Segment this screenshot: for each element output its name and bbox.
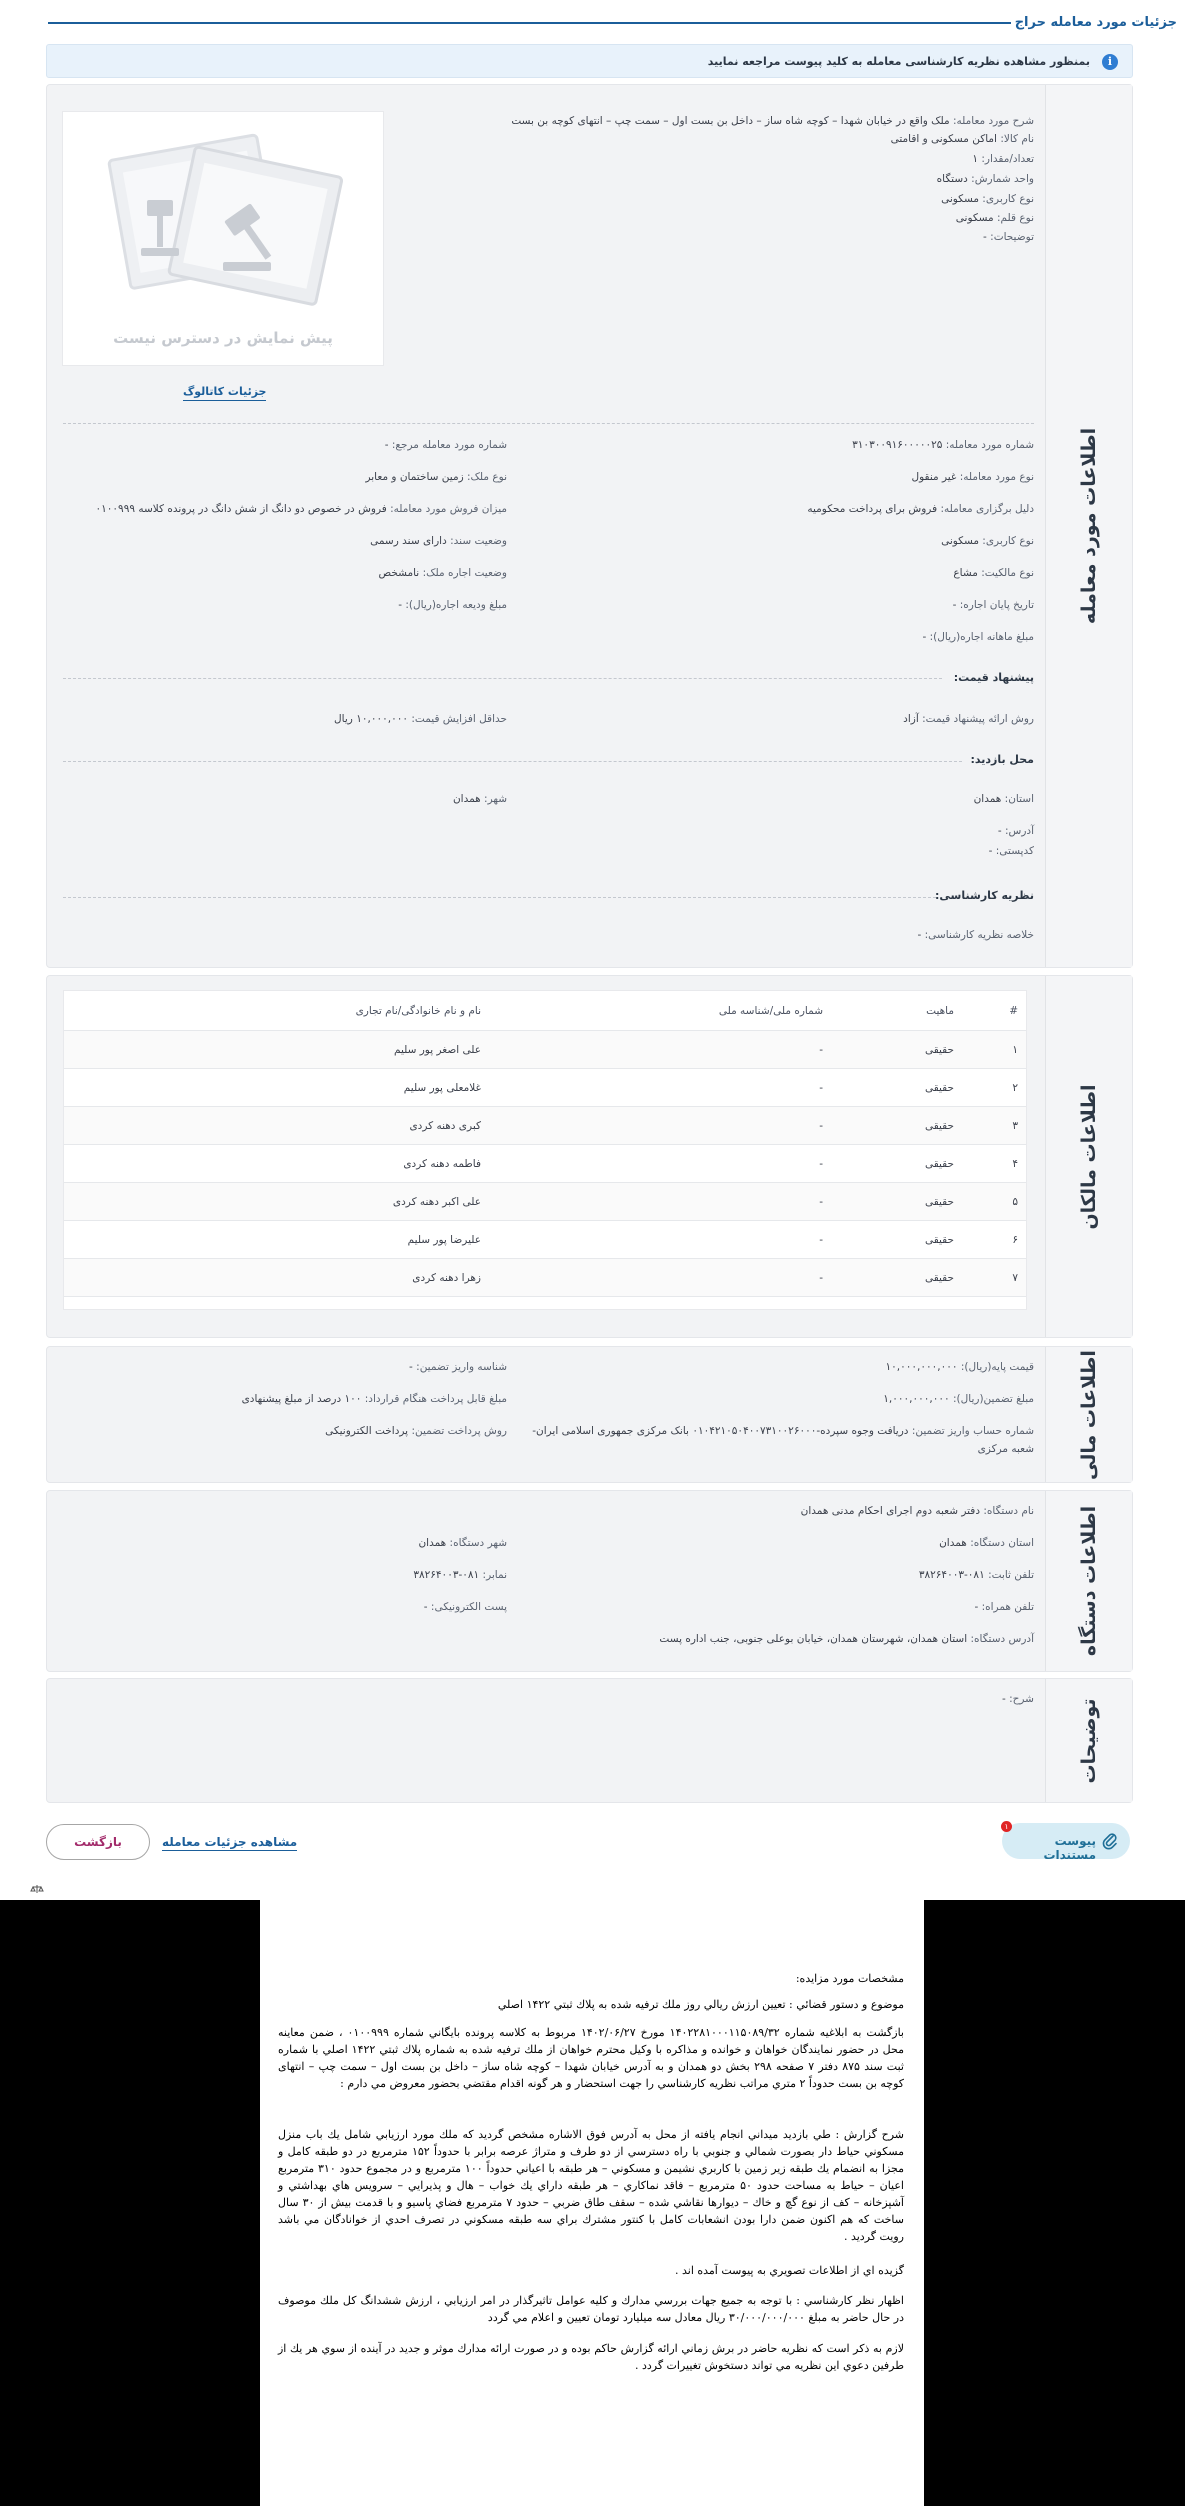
owners-section (46, 975, 1133, 1338)
paperclip-icon (1102, 1832, 1118, 1853)
financial-section (46, 1346, 1133, 1483)
table-cell: - (819, 1044, 823, 1056)
table-cell: ۵ (1012, 1196, 1018, 1208)
divider (63, 423, 1034, 424)
reference-number: شماره مورد معامله مرجع: - (384, 439, 507, 451)
table-cell: حقیقی (924, 1044, 954, 1056)
toolbar-strip (0, 1884, 1185, 1892)
table-cell: - (819, 1196, 823, 1208)
document-viewer (0, 1900, 1185, 2506)
payable-at-contract: مبلغ قابل پرداخت هنگام قرارداد: ۱۰۰ درصد از مبلغ پیشنهادی (241, 1393, 507, 1405)
description-label: توضیحات (1045, 1679, 1132, 1802)
doc-paragraph-3: گزيده اي از اطلاعات تصويري به پيوست آمده اند . (675, 2264, 904, 2277)
item-image-placeholder (62, 111, 384, 366)
doc-heading: مشخصات مورد مزايده: (795, 1972, 904, 1985)
item-label-prefix: اطل (1078, 427, 1100, 467)
divider (63, 678, 942, 679)
expert-opinion-heading: نظریه کارشناسی: (935, 889, 1034, 902)
sale-amount: میزان فروش مورد معامله: فروش در خصوص دو دانگ از شش دانگ در پرونده کلاسه ۰۱۰۰۹۹۹ (95, 503, 507, 515)
table-row (64, 1183, 1026, 1221)
province: استان: همدان (973, 793, 1034, 805)
info-alert (46, 44, 1133, 78)
item-label-highlight: اعات مورد معامله (1078, 466, 1100, 625)
table-header-row (64, 991, 1026, 1031)
owners-label: اطلاعات مالکان (1045, 976, 1132, 1337)
table-cell: علیرضا پور سلیم (407, 1234, 481, 1246)
item-details-section (46, 84, 1133, 968)
deed-status: وضعیت سند: دارای سند رسمی (370, 535, 507, 547)
postal-code: کدپستی: - (988, 845, 1034, 857)
page-title: جزئیات مورد معامله حراج (1014, 15, 1177, 30)
item-details-label (1045, 85, 1132, 967)
info-alert-text: بمنظور مشاهده نظریه کارشناسی معامله به کلید پیوست مراجعه نمایید (707, 55, 1090, 68)
org-name: نام دستگاه: دفتر شعبه دوم اجرای احکام مدنی همدان (800, 1505, 1034, 1517)
organization-label: اطلاعات دستگاه (1045, 1491, 1132, 1671)
usage-type: نوع کاربری: مسکونی (941, 193, 1034, 205)
table-row (64, 1031, 1026, 1069)
item-kind: نوع مورد معامله: غیر منقول (911, 471, 1034, 483)
table-cell: - (819, 1120, 823, 1132)
financial-label: اطلاعات مالی (1045, 1347, 1132, 1482)
item-notes: توضیحات: - (983, 231, 1034, 243)
min-increase: حداقل افزایش قیمت: ۱۰,۰۰۰,۰۰۰ ریال (334, 713, 507, 725)
monthly-rent: مبلغ ماهانه اجاره(ریال): - (922, 631, 1034, 643)
visit-location-heading: محل بازدید: (970, 753, 1034, 766)
owners-table (63, 990, 1027, 1310)
attachments-count-badge: ۱ (1001, 1821, 1012, 1832)
table-cell: کبری دهنه کردی (409, 1120, 481, 1132)
lease-end-date: تاریخ پایان اجاره: - (952, 599, 1034, 611)
doc-paragraph-1: بازگشت به ابلاغيه شماره ۱۴۰۲۲۸۱۰۰۰۱۱۵۰۸۹/۳۲ مورخ ۱۴۰۲/۰۶/۲۷ مربوط به كلاسه پرونده بايگاني شماره ۰۱۰۰۹۹۹ ، ضمن معاينه محل در حضور نمايندگان خواهان و خوانده و مذاكره با وكيل محترم خواهان از ملك ترفيه شده به شماره پلاك ثبتي ۱۴۲۲ اصلي با شماره ثبت سند ۸۷۵ دفتر ۷ صفحه ۲۹۸ بخش دو همدان و به آدرس خيابان شهدا – كوچه شاه ساز – داخل بن بست اول – سمت چپ – انتهای كوچه بن بست حدوداً ۲ متري مراتب نظريه كارشناسي را جهت استحضار و هر گونه اقدام مقتضي بحضور معروض مي دارم : (278, 2026, 904, 2090)
table-cell: غلامعلی پور سلیم (403, 1082, 481, 1094)
org-city: شهر دستگاه: همدان (418, 1537, 507, 1549)
item-number: شماره مورد معامله: ۳۱۰۳۰۰۹۱۶۰۰۰۰۰۲۵ (852, 439, 1034, 451)
table-row (64, 1221, 1026, 1259)
attachments-button[interactable] (1002, 1823, 1130, 1862)
table-row (64, 1107, 1026, 1145)
table-cell: فاطمه دهنه کردی (403, 1158, 481, 1170)
guarantee-payment-method: روش پرداخت تضمین: پرداخت الکترونیکی (325, 1425, 507, 1437)
attachments-label: پیوست مستندات (1043, 1834, 1096, 1862)
divider (63, 897, 936, 898)
table-cell: حقیقی (924, 1120, 954, 1132)
table-cell: ۴ (1012, 1158, 1018, 1170)
table-cell: ۷ (1012, 1272, 1018, 1284)
ownership-type: نوع مالکیت: مشاع (953, 567, 1034, 579)
table-row (64, 1145, 1026, 1183)
table-cell: علی اصغر پور سلیم (393, 1044, 481, 1056)
table-row (64, 1069, 1026, 1107)
table-cell: زهرا دهنه کردی (412, 1272, 481, 1284)
table-cell: - (819, 1082, 823, 1094)
table-cell: - (819, 1234, 823, 1246)
city: شهر: همدان (452, 793, 507, 805)
doc-paragraph-5: لازم به ذكر است كه نظريه حاضر در برش زماني ارائه گزارش حاكم بوده و در صورت ارائه مدارك موثر و جديد در آينده از سوي هر يك از طرفين دعوي اين نظريه مي تواند دستخوش تغييرات گردد . (278, 2342, 904, 2372)
info-icon: i (1102, 54, 1118, 70)
table-cell: حقیقی (924, 1082, 954, 1094)
goods-name: نام کالا: اماکن مسکونی و اقامتی (890, 133, 1034, 145)
doc-paragraph-4: اظهار نظر كارشناسي : با توجه به جميع جهات بررسي مدارك و كليه عوامل تاثيرگذار در امر ارزيابي ، ارزش ششدانگ كل ملك موصوف در حال حاضر به مبلغ ۳۰/۰۰۰/۰۰۰/۰۰۰ ريال معادل سه ميليارد تومان تعيين و اعلام مي گردد (278, 2294, 904, 2324)
table-cell: ۲ (1012, 1082, 1018, 1094)
lease-deposit: مبلغ ودیعه اجاره(ریال): - (398, 599, 507, 611)
catalog-details-link[interactable]: جزئیات کاتالوگ (183, 385, 266, 401)
lease-status: وضعیت اجاره ملک: نامشخص (378, 567, 507, 579)
item-type: نوع قلم: مسکونی (955, 212, 1034, 224)
guarantee-account: شماره حساب واریز تضمین: دریافت وجوه سپرده-۰۱۰۴۲۱۰۵۰۴۰۰۷۳۱۰۰۲۶۰۰۰ بانک مرکزی جمهوری اسلامی ایران- (532, 1425, 1034, 1437)
item-count: تعداد/مقدار: ۱ (972, 153, 1034, 165)
organization-section (46, 1490, 1133, 1672)
table-cell: ۳ (1012, 1120, 1018, 1132)
document-page (260, 1900, 924, 2506)
table-cell: علی اکبر دهنه کردی (392, 1196, 481, 1208)
base-price: قیمت پایه(ریال): ۱۰,۰۰۰,۰۰۰,۰۰۰ (885, 1361, 1034, 1373)
sale-reason: دلیل برگزاری معامله: فروش برای پرداخت محکومیه (807, 503, 1034, 515)
guarantee-amount: مبلغ تضمین(ریال): ۱,۰۰۰,۰۰۰,۰۰۰ (883, 1393, 1034, 1405)
table-cell: - (819, 1158, 823, 1170)
column-header: شماره ملی/شناسه ملی (718, 1005, 823, 1017)
back-button[interactable]: بازگشت (46, 1824, 150, 1860)
table-cell: ۶ (1012, 1234, 1018, 1246)
org-province: استان دستگاه: همدان (939, 1537, 1034, 1549)
title-divider (48, 22, 1011, 24)
doc-paragraph-2: شرح گزارش : طي بازديد ميداني انجام يافته از محل به آدرس فوق الاشاره مشخص گرديد كه ملك مورد ارزيابي شامل يك باب منزل مسكوني حياط دار بصورت شمالي و جنوبي با راه دسترسي از دو طرف و متراژ عرصه برابر با حدوداً ۱۵۲ مترمربع در دو طبقه كامل و مجزا به انضمام يك طبقه زير زمين با كاربري نشيمن و مسكوني – هر طبقه با اعياني حدوداً ۱۰۰ مترمربع و در مجموع حدود ۳۱۰ مترمربع اعيان – حياط به مساحت حدود ۵۰ مترمربع – فاقد نماكاري – هر طبقه داراي يك خواب – هال و پذيرايي – سرويس هاي بهداشتي و آشپزخانه – كف از نوع گچ و خاك – ديوارها نقاشي شده – سقف طاق ضربي – حدود ۷ مترمربع فضاي پاسيو و با قدمت بيش از ۳۰ سال ساخت كه هم اكنون ضمن دارا بودن انشعابات كامل با كنتور مشترك براي سه طبقه مسكوني در تصرف احدي از خوانادگان مي باشد رويت گرديد . (278, 2128, 905, 2243)
table-footer-space (64, 1297, 1026, 1309)
table-cell: ۱ (1012, 1044, 1018, 1056)
visit-address: آدرس: - (997, 825, 1034, 837)
org-phone: تلفن ثابت: ۰۸۱-۳۸۲۶۴۰۰۳ (918, 1569, 1034, 1581)
count-unit: واحد شمارش: دستگاه (936, 173, 1034, 185)
column-header: نام و نام خانوادگی/نام تجاری (355, 1005, 481, 1017)
table-cell: حقیقی (924, 1196, 954, 1208)
org-mobile: تلفن همراه: - (974, 1601, 1034, 1613)
table-cell: حقیقی (924, 1158, 954, 1170)
description-section (46, 1678, 1133, 1803)
org-fax: نمابر: ۰۸۱-۳۸۲۶۴۰۰۳ (413, 1569, 507, 1581)
table-cell: حقیقی (924, 1272, 954, 1284)
auction-gavel-icon (61, 112, 383, 312)
org-address: آدرس دستگاه: استان همدان، شهرستان همدان، خیابان بوعلی جنوبی، جنب اداره پست (659, 1633, 1034, 1645)
item-description: شرح مورد معامله: ملک واقع در خیابان شهدا – کوچه شاه ساز – داخل بن بست اول – سمت چپ – انتهای کوچه بن بست (511, 115, 1034, 127)
offer-method: روش ارائه پیشنهاد قیمت: آزاد (903, 713, 1034, 725)
usage-type-2: نوع کاربری: مسکونی (941, 535, 1034, 547)
expert-summary: خلاصه نظریه کارشناسی: - (917, 929, 1034, 941)
doc-subject: موضوع و دستور قضائي : تعيين ارزش ريالي روز ملك ترفيه شده به پلاك ثبتي ۱۴۲۲ اصلي (497, 1998, 904, 2011)
table-cell: حقیقی (924, 1234, 954, 1246)
price-offer-heading: پیشنهاد قیمت: (953, 671, 1034, 684)
property-kind: نوع ملک: زمین ساختمان و معابر (365, 471, 507, 483)
table-row (64, 1259, 1026, 1297)
divider (63, 761, 962, 762)
guarantee-account-branch: شعبه مرکزی (977, 1443, 1034, 1455)
org-email: پست الکترونیکی: - (423, 1601, 507, 1613)
guarantee-id: شناسه واریز تضمین: - (409, 1361, 507, 1373)
description-text: شرح: - (1001, 1693, 1034, 1705)
scale-icon (30, 1884, 44, 1894)
table-cell: - (819, 1272, 823, 1284)
no-preview-text: پیش نمایش در دسترس نیست (113, 329, 333, 347)
column-header: ماهیت (926, 1005, 954, 1017)
column-header: # (1009, 1005, 1018, 1017)
view-deal-details-link[interactable]: مشاهده جزئیات معامله (162, 1835, 298, 1849)
